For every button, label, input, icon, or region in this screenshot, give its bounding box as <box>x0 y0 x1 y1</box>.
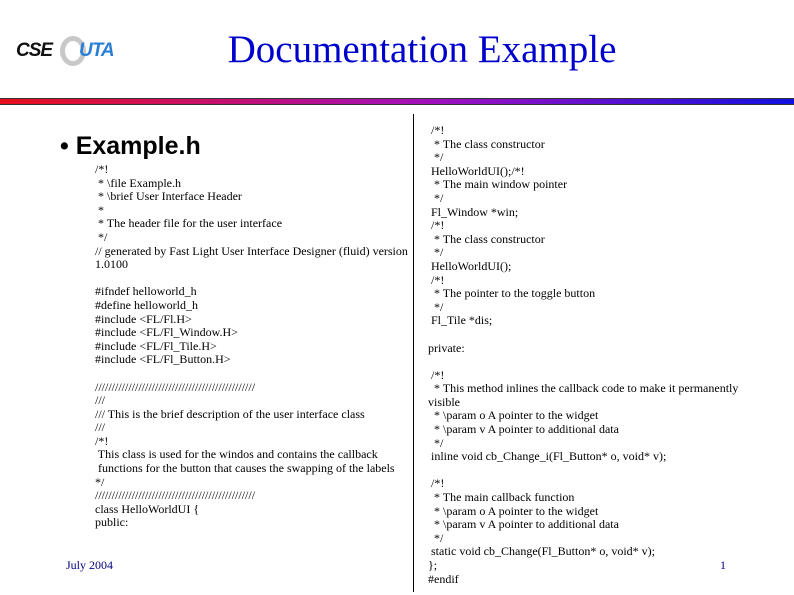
code-line: HelloWorldUI(); <box>428 258 512 273</box>
code-line: * \param v A pointer to additional data <box>428 517 619 532</box>
code-line: */ <box>95 229 108 244</box>
page-number: 1 <box>720 558 726 572</box>
code-line: /*! <box>428 476 445 491</box>
code-line: #include <FL/Fl.H> <box>95 311 192 326</box>
code-line: visible <box>428 394 460 409</box>
code-line: functions for the button that causes the swapping of the labels <box>95 461 395 476</box>
code-line: }; <box>428 558 438 572</box>
code-line: #endif <box>428 571 459 586</box>
code-line: #include <FL/Fl_Window.H> <box>95 325 238 340</box>
code-line: 1.0100 <box>95 257 128 272</box>
code-line: * \brief User Interface Header <box>95 189 242 204</box>
code-line: /*! <box>428 218 445 233</box>
code-line: */ <box>428 190 444 205</box>
code-line: /*! <box>428 367 445 382</box>
code-line: /*! <box>428 272 445 287</box>
code-line: /*! <box>428 123 445 137</box>
code-line: inline void cb_Change_i(Fl_Button* o, void* v); <box>428 449 667 464</box>
code-line: * \param v A pointer to additional data <box>428 422 619 437</box>
code-line: This class is used for the windos and contains the callback <box>95 447 378 462</box>
code-line: #ifndef helloworld_h <box>95 284 197 299</box>
slide-title: Documentation Example <box>227 28 617 71</box>
code-line: * This method inlines the callback code to make it permanently <box>428 381 739 396</box>
code-line: static void cb_Change(Fl_Button* o, void* v); <box>428 544 655 559</box>
code-line: * \file Example.h <box>95 175 181 190</box>
code-line: * \param o A pointer to the widget <box>428 503 599 518</box>
code-line: * The pointer to the toggle button <box>428 286 596 301</box>
code-line: public: <box>95 515 129 530</box>
code-line <box>428 464 738 478</box>
code-line: #include <FL/Fl_Tile.H> <box>95 338 217 353</box>
code-line: */ <box>428 150 444 165</box>
gradient-divider-bar <box>0 98 794 105</box>
code-line <box>428 328 738 342</box>
code-line: */ <box>428 435 444 450</box>
code-line <box>428 355 738 369</box>
code-line: * The main window pointer <box>428 177 568 192</box>
code-line: */ <box>428 530 444 545</box>
code-line: * \param o A pointer to the widget <box>428 408 599 423</box>
bullet-heading: • Example.h <box>60 132 201 160</box>
code-line: Fl_Tile *dis; <box>428 313 493 328</box>
code-line: HelloWorldUI();/*! <box>428 163 525 178</box>
code-line: private: <box>428 340 465 355</box>
code-line: #define helloworld_h <box>95 297 198 312</box>
code-line: /*! <box>95 162 109 176</box>
code-line: * The header file for the user interface <box>95 216 283 231</box>
code-line: * <box>95 202 104 217</box>
code-line: /// This is the brief description of the user interface class <box>95 406 365 421</box>
logo-text-cse: CSE <box>16 40 53 61</box>
code-line: * The class constructor <box>428 136 545 151</box>
code-line: class HelloWorldUI { <box>95 501 200 516</box>
code-line: */ <box>428 245 444 260</box>
code-line <box>95 272 408 286</box>
code-line: /// <box>95 420 106 435</box>
code-line: #include <FL/Fl_Button.H> <box>95 352 231 367</box>
code-line: * The class constructor <box>428 231 545 246</box>
footer-date: July 2004 <box>66 558 114 572</box>
code-line <box>95 367 408 381</box>
code-line: //////////////////////////////////////////////// <box>95 379 256 394</box>
left-code-block <box>95 163 408 530</box>
code-line: // generated by Fast Light User Interface Designer (fluid) version <box>95 243 408 258</box>
code-line: */ <box>428 299 444 314</box>
code-line: */ <box>95 474 105 489</box>
code-line: //////////////////////////////////////////////// <box>95 488 256 503</box>
column-divider <box>413 114 414 592</box>
code-line: /// <box>95 393 106 408</box>
right-code-block <box>428 124 738 586</box>
code-line: Fl_Window *win; <box>428 204 519 219</box>
code-line: /*! <box>95 433 109 448</box>
logo-text-uta: UTA <box>79 40 114 61</box>
code-line: * The main callback function <box>428 490 575 505</box>
